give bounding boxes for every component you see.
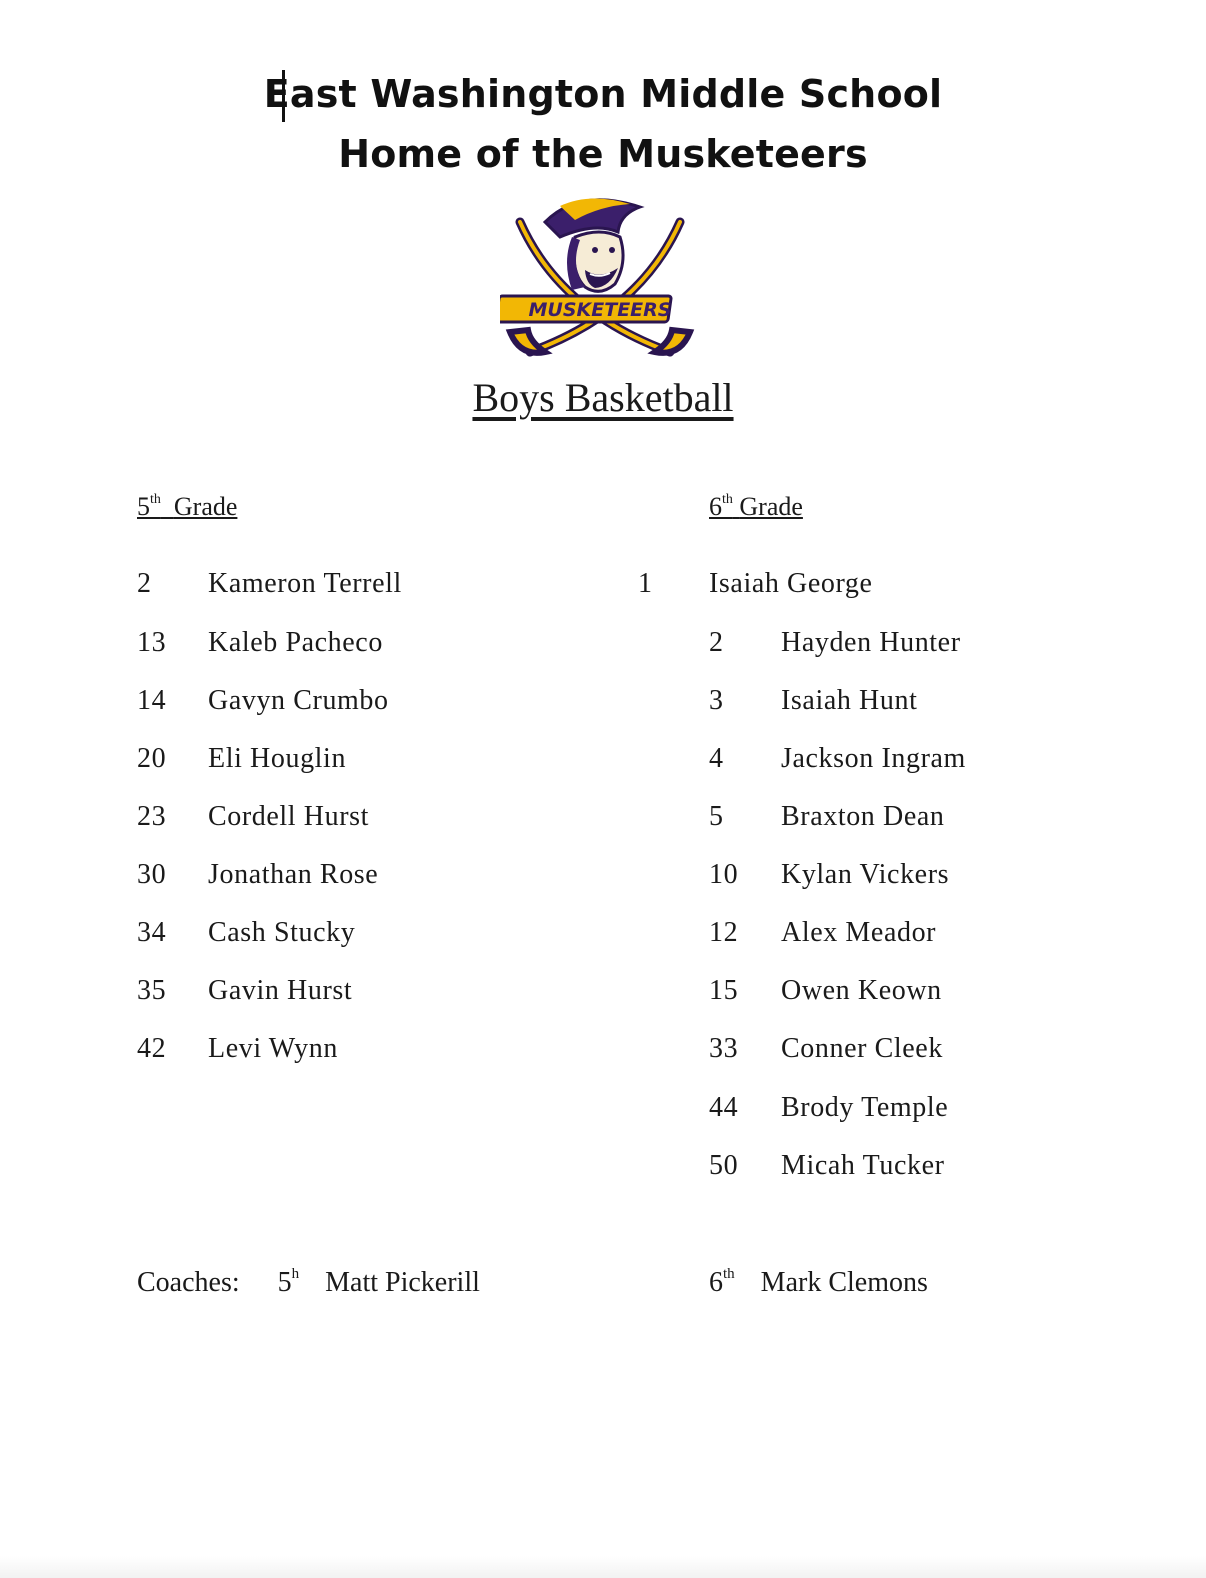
page-bottom-edge — [0, 1556, 1206, 1578]
school-tagline: Home of the Musketeers — [338, 132, 868, 176]
document-page: East Washington Middle School Home of the Musketeers MUSKETEERS Boys Basketball 5th Grade 6th Grade 2 Kameron Terrell 13 Kaleb Pacheco 14 Gavyn Crumbo 20 Eli Houglin 23 Cordell Hurst 30 Jonathan Rose 34 Cash Stucky 35 Gavin Hurst 42 Levi Wynn 1 Isaiah George 2 Hayden Hunter 3 Isaiah Hunt 4 Jackson Ingram 5 Braxton Dean 10 Kylan Vickers 12 Alex Meador 15 Owen Keown 33 Conner Cleek 44 Brody Temple 50 Micah Tucker Coaches: 5$^h$ Matt Pickerill 6th Mark Clemons — [0, 0, 1206, 1578]
logo-wordmark: MUSKETEERS — [528, 299, 672, 321]
school-title: East Washington Middle School — [263, 72, 943, 116]
coaches-grade5: Coaches: 5$^h$ Matt Pickerill — [137, 1266, 480, 1298]
grade5-heading: 5th Grade — [137, 492, 238, 521]
musketeers-logo — [500, 192, 700, 364]
coaches-label: Coaches: — [137, 1267, 240, 1298]
coaches-grade6: 6th Mark Clemons — [709, 1266, 928, 1298]
sport-title: Boys Basketball — [472, 375, 734, 420]
coach-name: Matt Pickerill — [325, 1267, 480, 1298]
coach-name: Mark Clemons — [760, 1267, 928, 1298]
grade6-heading: 6th Grade — [709, 492, 803, 521]
